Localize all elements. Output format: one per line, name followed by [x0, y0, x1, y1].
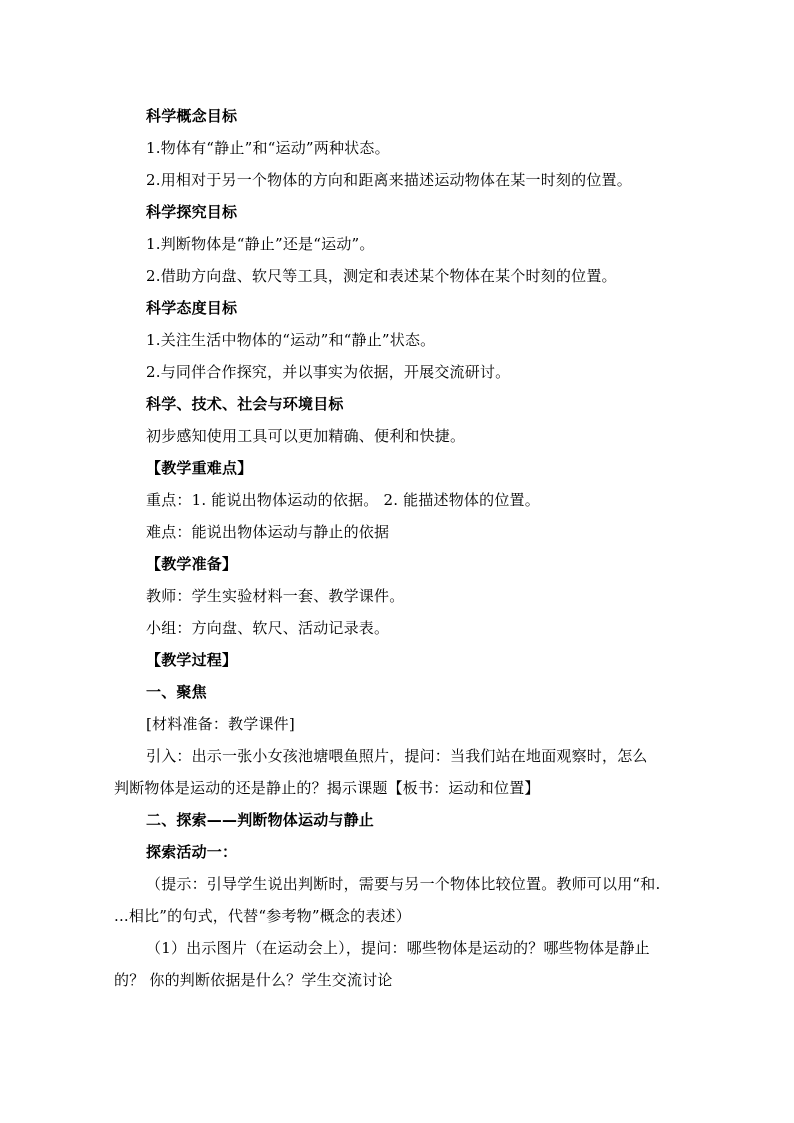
paragraph-line: 初步感知使用工具可以更加精确、便利和快捷。: [146, 427, 466, 445]
paragraph-line: 小组：方向盘、软尺、活动记录表。: [146, 619, 390, 637]
heading-sts-goals: 科学、技术、社会与环境目标: [146, 395, 344, 413]
paragraph-line: ...相比”的句式，代替“参考物”概念的表述）: [114, 907, 411, 925]
heading-teaching-process: 【教学过程】: [146, 651, 238, 669]
paragraph-line: 2.与同伴合作探究，并以事实为依据，开展交流研讨。: [146, 363, 511, 381]
paragraph-line: [材料准备：教学课件]: [146, 715, 295, 733]
paragraph-line: 2.用相对于另一个物体的方向和距离来描述运动物体在某一时刻的位置。: [146, 171, 632, 189]
paragraph-line: （提示：引导学生说出判断时，需要与另一个物体比较位置。教师可以用“和.: [146, 875, 661, 893]
paragraph-line: 的？ 你的判断依据是什么？学生交流讨论: [114, 971, 393, 989]
heading-science-concept-goals: 科学概念目标: [146, 107, 238, 125]
heading-science-attitude-goals: 科学态度目标: [146, 299, 238, 317]
paragraph-line: 难点：能说出物体运动与静止的依据: [146, 523, 390, 541]
heading-teaching-preparation: 【教学准备】: [146, 555, 238, 573]
paragraph-line: 1.关注生活中物体的“运动”和“静止”状态。: [146, 331, 436, 349]
paragraph-line: 判断物体是运动的还是静止的？揭示课题【板书：运动和位置】: [114, 779, 540, 797]
heading-science-inquiry-goals: 科学探究目标: [146, 203, 238, 221]
paragraph-line: （1）出示图片（在运动会上），提问：哪些物体是运动的？哪些物体是静止: [146, 939, 650, 957]
paragraph-line: 重点：1. 能说出物体运动的依据。 2. 能描述物体的位置。: [146, 491, 540, 509]
heading-key-difficult-points: 【教学重难点】: [146, 459, 253, 477]
paragraph-line: 引入：出示一张小女孩池塘喂鱼照片，提问：当我们站在地面观察时，怎么: [146, 747, 648, 765]
paragraph-line: 1.物体有“静止”和“运动”两种状态。: [146, 139, 390, 157]
heading-focus: 一、聚焦: [146, 683, 207, 701]
heading-explore: 二、探索——判断物体运动与静止: [146, 811, 375, 829]
paragraph-line: 1.判断物体是“静止”还是“运动”。: [146, 235, 375, 253]
paragraph-line: 2.借助方向盘、软尺等工具，测定和表述某个物体在某个时刻的位置。: [146, 267, 617, 285]
paragraph-line: 教师：学生实验材料一套、教学课件。: [146, 587, 405, 605]
heading-explore-activity-one: 探索活动一：: [146, 843, 238, 861]
